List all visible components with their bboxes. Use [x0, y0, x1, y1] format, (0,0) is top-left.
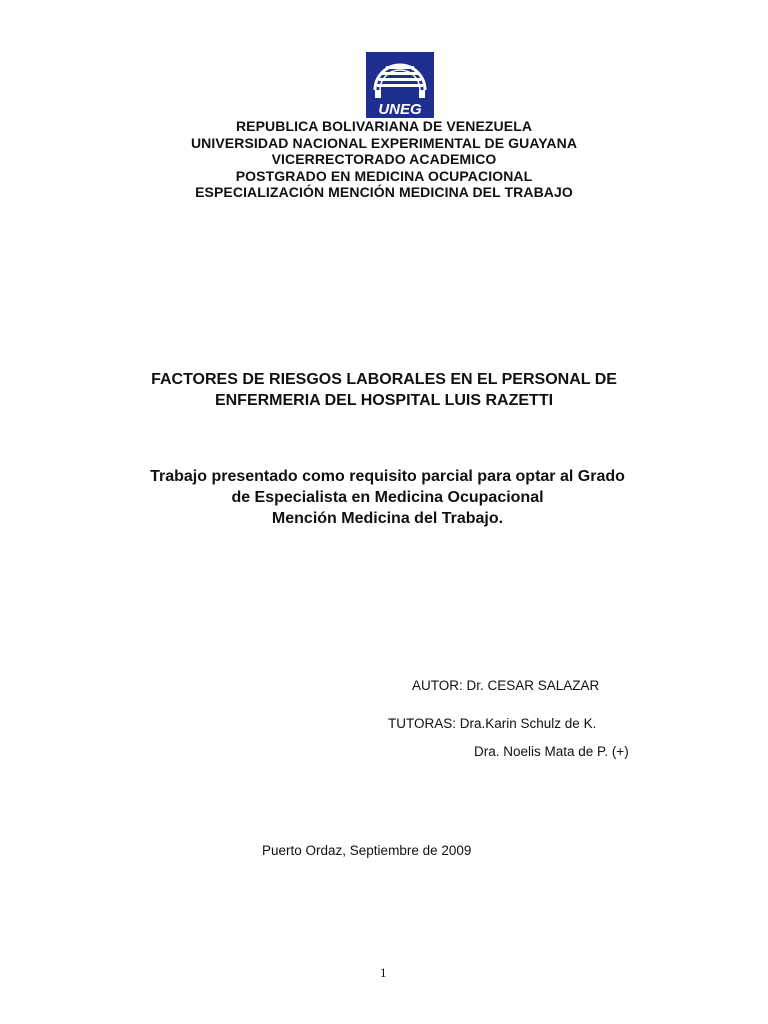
header-line: ESPECIALIZACIÓN MENCIÓN MEDICINA DEL TRABAJO [195, 184, 573, 200]
purpose-line: de Especialista en Medicina Ocupacional [231, 489, 544, 506]
header-line: VICERRECTORADO ACADEMICO [271, 151, 497, 167]
title-line: FACTORES DE RIESGOS LABORALES EN EL PERSONAL DE [151, 371, 617, 388]
header-line: REPUBLICA BOLIVARIANA DE VENEZUELA [235, 118, 533, 134]
logo-text: UNEG [378, 101, 422, 118]
thesis-purpose [0, 466, 768, 529]
purpose-line: Trabajo presentado como requisito parcial para optar al Grado [150, 468, 625, 485]
tutor-line: Dra. Noelis Mata de P. (+) [474, 744, 629, 759]
title-line: ENFERMERIA DEL HOSPITAL LUIS RAZETTI [214, 392, 554, 409]
tutor-line: TUTORAS: Dra.Karin Schulz de K. [388, 716, 597, 731]
purpose-line: Mención Medicina del Trabajo. [271, 510, 504, 527]
thesis-title [0, 369, 768, 411]
institution-header [0, 118, 768, 201]
header-line: UNIVERSIDAD NACIONAL EXPERIMENTAL DE GUAYANA [190, 134, 578, 151]
place-date: Puerto Ordaz, Septiembre de 2009 [262, 843, 472, 858]
header-line: POSTGRADO EN MEDICINA OCUPACIONAL [235, 167, 533, 184]
author-line: AUTOR: Dr. CESAR SALAZAR [412, 678, 600, 693]
uneg-logo [366, 52, 434, 118]
page-number: 1 [380, 965, 387, 980]
